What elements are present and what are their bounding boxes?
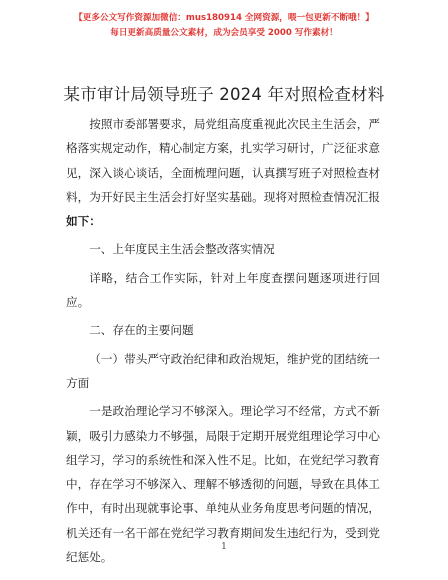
section-1-paragraph: 详略，结合工作实际，针对上年度查摆问题逐项进行回应。 <box>66 270 380 310</box>
section-1-heading: 一、上年度民主生活会整改落实情况 <box>89 242 275 257</box>
banner-line-1: 【更多公文写作资源加微信：mus180914 全网资源，喂一包更新不断哦！】 <box>74 13 374 23</box>
promo-banner <box>0 12 448 40</box>
section-2-subheading: （一）带头严守政治纪律和政治规矩，维护党的团结统一方面 <box>66 351 380 390</box>
document-body <box>66 112 380 569</box>
intro-tail: 如下： <box>66 214 101 229</box>
document-title: 某市审计局领导班子 2024 年对照检查材料 <box>63 85 385 104</box>
section-2-paragraph: 一是政治理论学习不够深入。理论学习不经常，方式不新颖，吸引力感染力不够强，局限于定期开展党组理论学习中心组学习，学习的系统性和深入性不足。比如，在党纪学习教育中，存在学习不够深入、理解不够透彻的问题，导致在具体工作中，有时出现就事论事、单纯从业务角度思考问题的情况，机关还有一名干部在党纪学习教育期间发生违纪行为，受到党纪惩处。 <box>66 404 380 565</box>
intro-text: 按照市委部署要求，局党组高度重视此次民主生活会，严格落实规定动作，精心制定方案，扎实学习研讨，广泛征求意见，深入谈心谈话，全面梳理问题，认真撰写班子对照检查材料，为开好民主生活会打好坚实基础。现将对照检查情况汇报 <box>66 117 380 204</box>
section-2-heading: 二、存在的主要问题 <box>89 323 194 338</box>
page-number: 1 <box>221 542 227 552</box>
intro-paragraph <box>66 112 380 233</box>
banner-line-2: 每日更新高质量公文素材，成为会员享受 2000 写作素材！ <box>110 28 338 38</box>
